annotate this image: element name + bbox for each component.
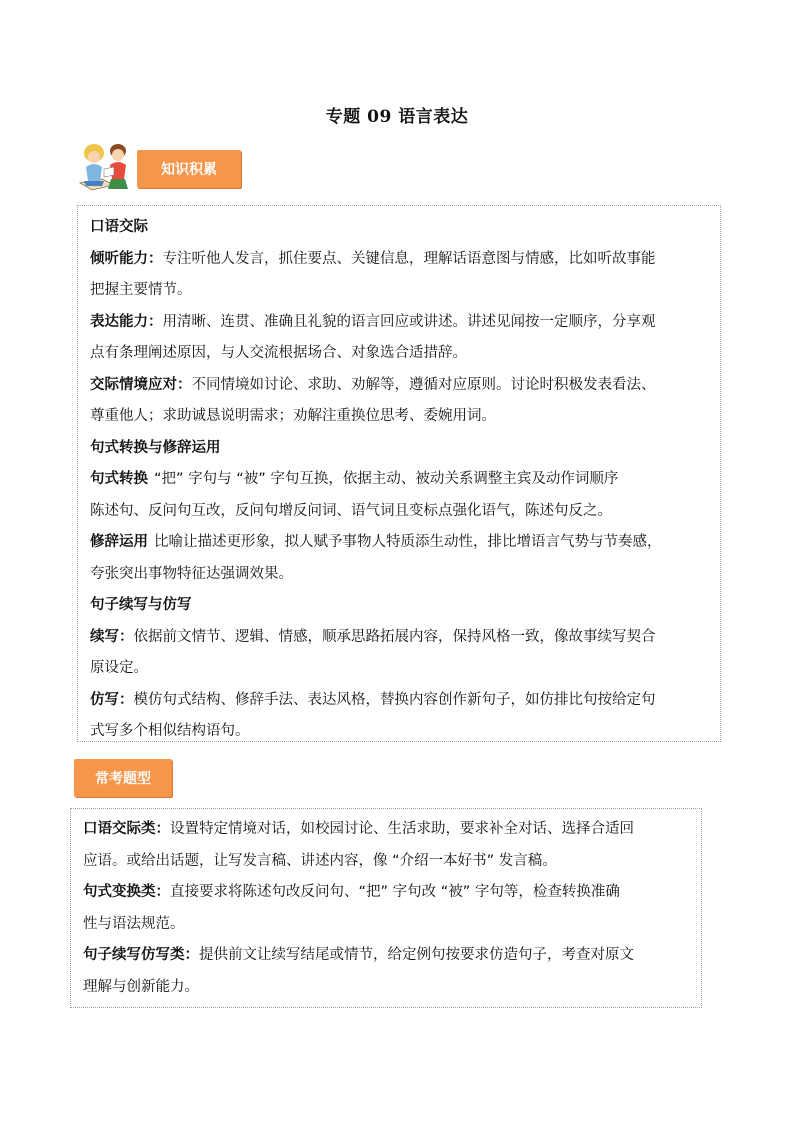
expression-line-1 [90,307,708,339]
oral-type-line-2: 应语。或给出话题，让写发言稿、讲述内容，像 “介绍一本好书” 发言稿。 [83,852,557,869]
conversion-line-2: 陈述句、反问句互改，反问句增反问词、语气词且变标点强化语气，陈述句反之。 [90,502,612,519]
conversion-type-label: 句式变换类： [83,884,170,900]
page-title: 专题 09 语言表达 [325,107,469,127]
conversion-text: “把” 字句与 “被” 字句互换，依据主动、被动关系调整主宾及动作词顺序 [154,471,619,487]
situation-text: 不同情境如讨论、求助、劝解等，遵循对应原则。讨论时积极发表看法、 [191,376,656,393]
imitation-text: 模仿句式结构、修辞手法、表达风格，替换内容创作新句子，如仿排比句按给定句 [133,691,656,708]
question-types-box [70,808,702,1008]
expression-text: 用清晰、连贯、准确且礼貌的语言回应或讲述。讲述见闻按一定顺序，分享观 [162,313,656,330]
continuation-text: 依据前文情节、逻辑、情感，顺承思路拓展内容，保持风格一致，像故事续写契合 [133,628,656,645]
listening-line-2: 把握主要情节。 [90,282,192,298]
rhetoric-label: 修辞运用 [90,534,148,550]
rhetoric-line-1 [90,527,708,559]
situation-label: 交际情境应对： [90,376,192,393]
situation-line-2: 尊重他人；求助诚恳说明需求；劝解注重换位思考、委婉用词。 [90,408,496,424]
writing-type-line-2: 理解与创新能力。 [83,978,199,995]
oral-type-label: 口语交际类： [83,821,170,837]
imitation-line-1 [90,685,708,717]
conversion-type-line-1 [83,877,689,909]
situation-line-1 [90,370,708,402]
knowledge-box [77,205,721,742]
imitation-label: 仿写： [90,691,134,708]
oral-type-text: 设置特定情境对话，如校园讨论、生活求助，要求补全对话、选择合适回 [170,821,634,837]
expression-label: 表达能力： [90,313,163,330]
listening-line-1 [90,244,708,276]
expression-line-2: 点有条理阐述原因，与人交流根据场合、对象选合适措辞。 [90,345,467,361]
oral-communication-heading: 口语交际 [90,219,148,235]
oral-type-line-1 [83,814,689,846]
writing-type-text: 提供前文让续写结尾或情节，给定例句按要求仿造句子，考查对原文 [199,947,634,963]
question-types-section-tag: 常考题型 [74,759,172,797]
conversion-type-line-2: 性与语法规范。 [83,915,185,932]
writing-type-line-1 [83,940,689,972]
conversion-line-1 [90,464,708,496]
listening-text: 专注听他人发言，抓住要点、关键信息，理解话语意图与情感，比如听故事能 [162,250,656,267]
rhetoric-line-2: 夸张突出事物特征达强调效果。 [90,565,293,582]
continuation-line-2: 原设定。 [90,660,148,676]
listening-label: 倾听能力： [90,250,163,267]
imitation-line-2: 式写多个相似结构语句。 [90,723,250,739]
writing-type-label: 句子续写仿写类： [83,947,199,963]
continuation-label: 续写： [90,628,134,645]
conversion-label: 句式转换 [90,471,148,487]
rhetoric-text: 比喻让描述更形象，拟人赋予事物人特质添生动性，排比增语言气势与节奏感， [154,534,662,550]
knowledge-section-tag: 知识积累 [137,150,241,188]
children-reading-illustration [74,139,136,195]
sentence-rhetoric-heading: 句式转换与修辞运用 [90,439,221,456]
continuation-line-1 [90,622,708,654]
conversion-type-text: 直接要求将陈述句改反问句、“把” 字句改 “被” 字句等，检查转换准确 [170,884,620,900]
continue-imitate-heading: 句子续写与仿写 [90,597,192,613]
